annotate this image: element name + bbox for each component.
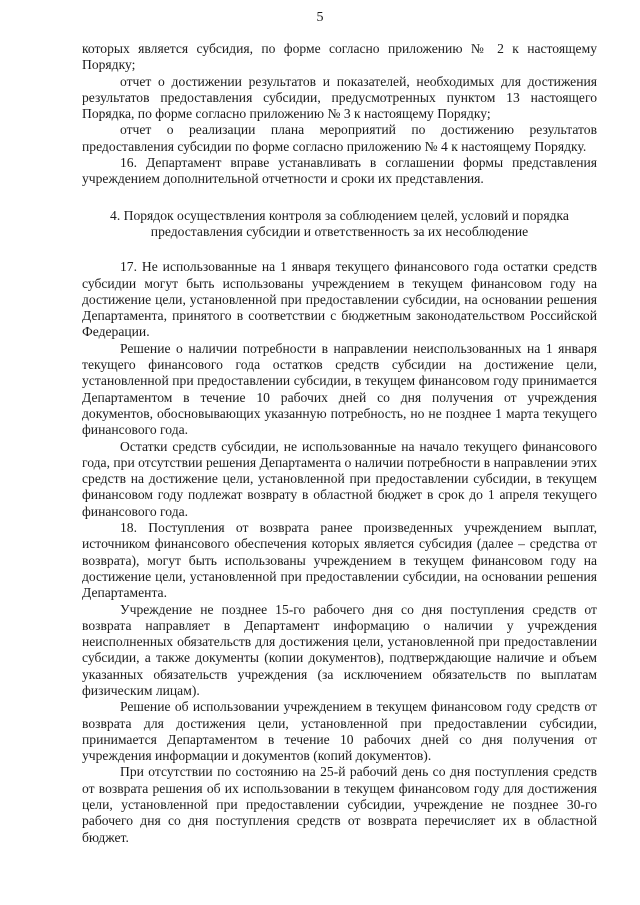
- page-number: 5: [316, 10, 324, 25]
- paragraph: Учреждение не позднее 15-го рабочего дня со дня поступления средств от возврата направляет в Департамент информацию о наличии у учреждения неисполненных обязательств для достижения цели, установленной при предоставлении субсидии, а также документы (копии документов), подтверждающие наличие и объем указанных обязательств учреждения (за исключением обязательств по выплатам физическим лицам).: [82, 601, 597, 698]
- paragraph: отчет о реализации плана мероприятий по достижению результатов предоставления субсидии по форме согласно приложению № 4 к настоящему Порядку.: [82, 122, 597, 154]
- section-heading: 4. Порядок осуществления контроля за соблюдением целей, условий и порядка предоставления субсидии и ответственность за их несоблюдение: [110, 207, 569, 239]
- paragraph: Решение об использовании учреждением в текущем финансовом году средств от возврата для достижения цели, установленной при предоставлении субсидии, принимается Департаментом в течение 10 рабочих дней со дня получения от учреждения информации и документов (копий документов).: [82, 699, 597, 764]
- paragraph: которых является субсидия, по форме согласно приложению № 2 к настоящему Порядку;: [82, 41, 597, 73]
- paragraph: Решение о наличии потребности в направлении неиспользованных на 1 января текущего финансового года остатков средств субсидии на достижение цели, установленной при предоставлении субсидии, в текущем финансовом году принимается Департаментом в течение 10 рабочих дней со дня получения от учреждения документов, обосновывающих указанную потребность, но не позднее 1 марта текущего финансового года.: [82, 340, 597, 438]
- document-body: [82, 41, 597, 846]
- paragraph: отчет о достижении результатов и показателей, необходимых для достижения результатов предоставления субсидии, предусмотренных пунктом 13 настоящего Порядка, по форме согласно приложению № 3 к настоящему Порядку;: [82, 73, 597, 122]
- paragraph: Остатки средств субсидии, не использованные на начало текущего финансового года, при отсутствии решения Департамента о наличии потребности в направлении этих средств на достижение цели, установленной при предоставлении субсидии, в текущем финансовом году подлежат возврату в областной бюджет в срок до 1 апреля текущего финансового года.: [82, 438, 597, 519]
- paragraph: 16. Департамент вправе устанавливать в соглашении формы представления учреждением дополнительной отчетности и сроки их представления.: [82, 155, 597, 187]
- paragraph: 18. Поступления от возврата ранее произведенных учреждением выплат, источником финансового обеспечения которых является субсидия (далее – средства от возврата), могут быть использованы учреждением в текущем финансовом году на достижение цели, установленной при предоставлении субсидии, на основании решения Департамента.: [82, 520, 597, 601]
- paragraph: При отсутствии по состоянию на 25-й рабочий день со дня поступления средств от возврата решения об их использовании в текущем финансовом году для достижения цели, установленной при предоставлении субсидии, учреждение не позднее 30-го рабочего дня со дня поступления средств от возврата перечисляет их в областной бюджет.: [82, 764, 597, 845]
- paragraph: 17. Не использованные на 1 января текущего финансового года остатки средств субсидии могут быть использованы учреждением в текущем финансовом году на достижение цели, установленной при предоставлении субсидии, на основании решения Департамента, принятого в соответствии с бюджетным законодательством Российской Федерации.: [82, 259, 597, 340]
